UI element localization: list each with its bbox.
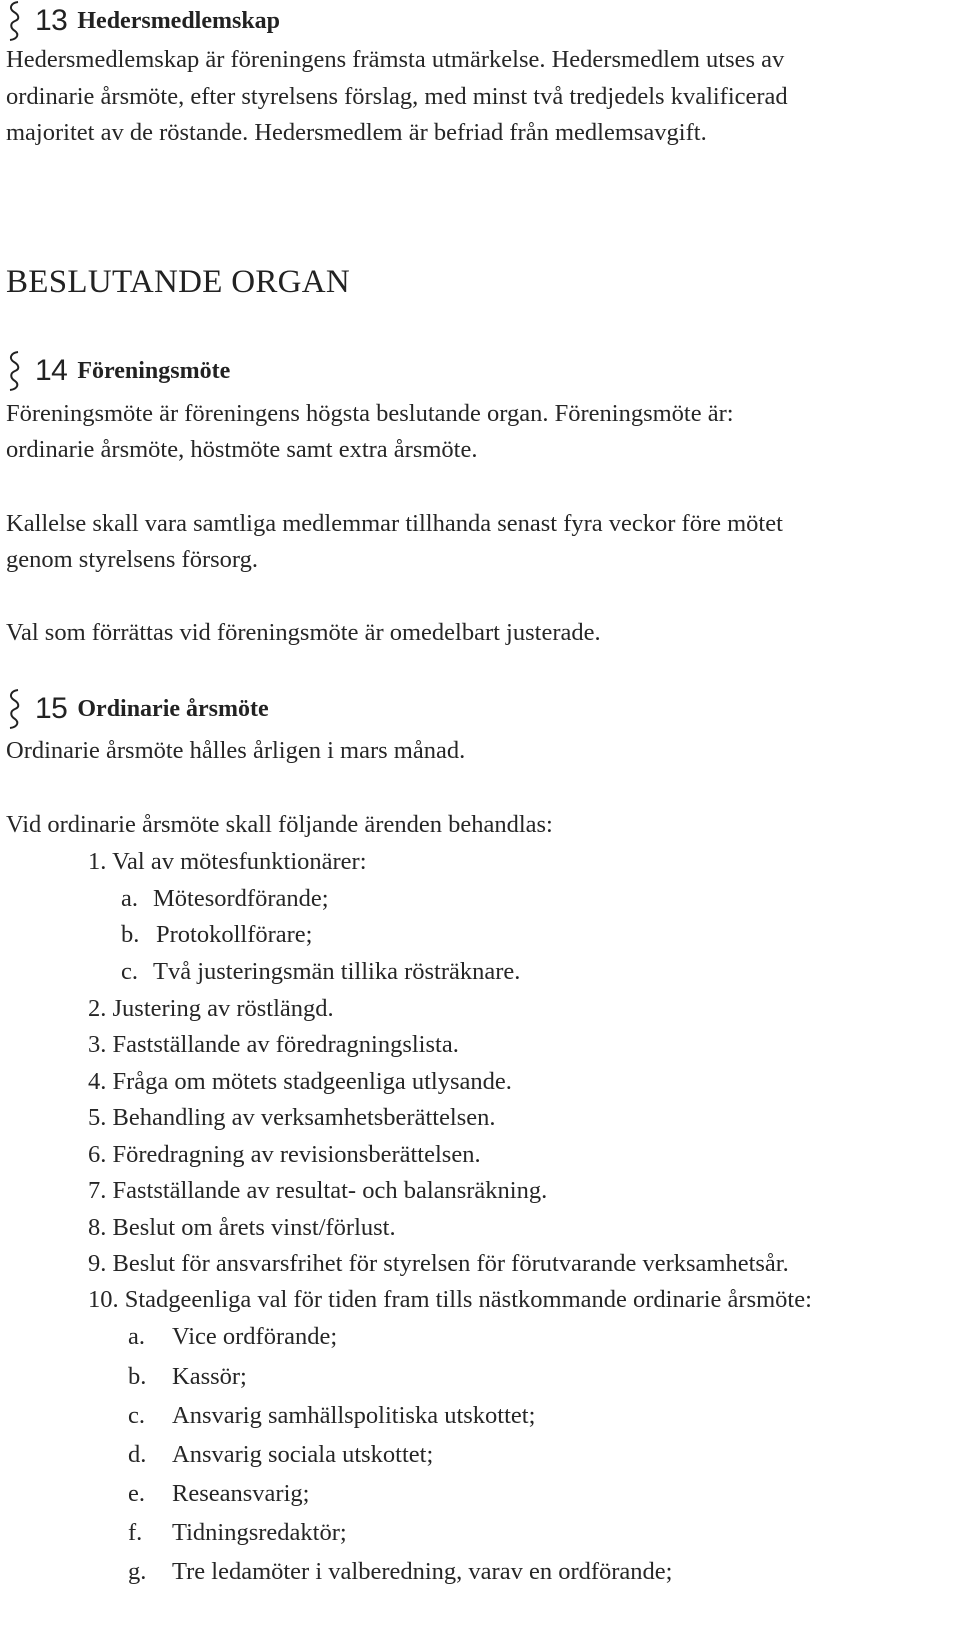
list-label: 9.	[88, 1250, 107, 1277]
section-number: 14	[35, 354, 68, 387]
list-label: g.	[128, 1558, 147, 1585]
list-label: a.	[128, 1323, 145, 1350]
list-item	[121, 953, 520, 990]
list-item	[88, 1026, 459, 1063]
list-label: e.	[128, 1480, 145, 1507]
list-label: c.	[121, 958, 138, 985]
list-item	[128, 1436, 433, 1473]
list-label: b.	[128, 1363, 147, 1390]
list-label: c.	[128, 1402, 145, 1429]
chapter-heading: BESLUTANDE ORGAN	[6, 264, 351, 300]
list-text: Justering av röstlängd.	[112, 995, 334, 1022]
paragraph-line: Kallelse skall vara samtliga medlemmar tillhanda senast fyra veckor före mötet	[6, 510, 783, 537]
list-label: 6.	[88, 1141, 107, 1168]
list-item	[128, 1553, 672, 1590]
list-item	[121, 880, 329, 917]
section-number: 15	[35, 692, 68, 725]
list-text: Ansvarig sociala utskottet;	[172, 1441, 434, 1468]
list-text: Protokollförare;	[156, 921, 313, 948]
section-15-heading	[6, 688, 269, 730]
list-item	[88, 843, 367, 880]
section-13-heading	[6, 0, 280, 42]
list-text: Vice ordförande;	[172, 1323, 338, 1350]
list-text: Tre ledamöter i valberedning, varav en ordförande;	[172, 1558, 673, 1585]
section-number: 13	[35, 4, 68, 37]
list-label: a.	[121, 885, 138, 912]
list-text: Kassör;	[172, 1363, 247, 1390]
list-text: Mötesordförande;	[153, 885, 329, 912]
section-14-heading	[6, 350, 230, 392]
paragraph-line: Hedersmedlemskap är föreningens främsta utmärkelse. Hedersmedlem utses av	[6, 46, 785, 73]
list-item	[88, 1209, 396, 1246]
section-sign-icon	[6, 350, 23, 392]
list-label: b.	[121, 921, 140, 948]
list-label: 2.	[88, 995, 107, 1022]
list-item	[88, 1099, 496, 1136]
section-sign-icon	[6, 688, 23, 730]
list-text: Stadgeenliga val för tiden fram tills nästkommande ordinarie årsmöte:	[124, 1286, 812, 1313]
list-text: Två justeringsmän tillika rösträknare.	[153, 958, 521, 985]
list-text: Beslut för ansvarsfrihet för styrelsen för förutvarande verksamhetsår.	[112, 1250, 789, 1277]
list-text: Fråga om mötets stadgeenliga utlysande.	[112, 1068, 512, 1095]
list-item	[128, 1397, 535, 1434]
list-text: Beslut om årets vinst/förlust.	[112, 1214, 396, 1241]
list-item	[121, 916, 313, 953]
list-item	[128, 1318, 337, 1355]
list-item	[88, 1063, 512, 1100]
list-item	[128, 1475, 309, 1512]
list-text: Ansvarig samhällspolitiska utskottet;	[172, 1402, 536, 1429]
list-item	[88, 1281, 812, 1318]
list-label: 8.	[88, 1214, 107, 1241]
section-title: Föreningsmöte	[77, 357, 231, 384]
section-sign-icon	[6, 0, 23, 42]
section-title: Ordinarie årsmöte	[77, 695, 269, 722]
list-label: 5.	[88, 1104, 107, 1131]
paragraph-line: ordinarie årsmöte, efter styrelsens förslag, med minst två tredjedels kvalificerad	[6, 83, 788, 110]
paragraph-line: Ordinarie årsmöte hålles årligen i mars månad.	[6, 737, 466, 764]
list-item	[88, 1172, 547, 1209]
paragraph-line: Val som förrättas vid föreningsmöte är omedelbart justerade.	[6, 619, 601, 646]
list-label: d.	[128, 1441, 147, 1468]
section-title: Hedersmedlemskap	[77, 7, 281, 34]
list-label: 7.	[88, 1177, 107, 1204]
list-label: 4.	[88, 1068, 107, 1095]
list-text: Fastställande av resultat- och balansräkning.	[112, 1177, 548, 1204]
list-text: Föredragning av revisionsberättelsen.	[112, 1141, 481, 1168]
list-text: Val av mötesfunktionärer:	[112, 848, 367, 875]
list-label: 10.	[88, 1286, 119, 1313]
list-text: Tidningsredaktör;	[172, 1519, 347, 1546]
list-item	[88, 1245, 789, 1282]
paragraph-line: Vid ordinarie årsmöte skall följande ärenden behandlas:	[6, 811, 553, 838]
list-label: 1.	[88, 848, 107, 875]
list-label: f.	[128, 1519, 143, 1546]
list-text: Behandling av verksamhetsberättelsen.	[112, 1104, 496, 1131]
paragraph-line: genom styrelsens försorg.	[6, 546, 258, 573]
list-label: 3.	[88, 1031, 107, 1058]
list-item	[88, 1136, 481, 1173]
list-item	[128, 1514, 347, 1551]
list-item	[88, 990, 334, 1027]
list-text: Reseansvarig;	[172, 1480, 310, 1507]
list-text: Fastställande av föredragningslista.	[112, 1031, 459, 1058]
list-item	[128, 1358, 247, 1395]
paragraph-line: ordinarie årsmöte, höstmöte samt extra årsmöte.	[6, 436, 478, 463]
paragraph-line: majoritet av de röstande. Hedersmedlem är befriad från medlemsavgift.	[6, 119, 707, 146]
paragraph-line: Föreningsmöte är föreningens högsta beslutande organ. Föreningsmöte är:	[6, 400, 734, 427]
